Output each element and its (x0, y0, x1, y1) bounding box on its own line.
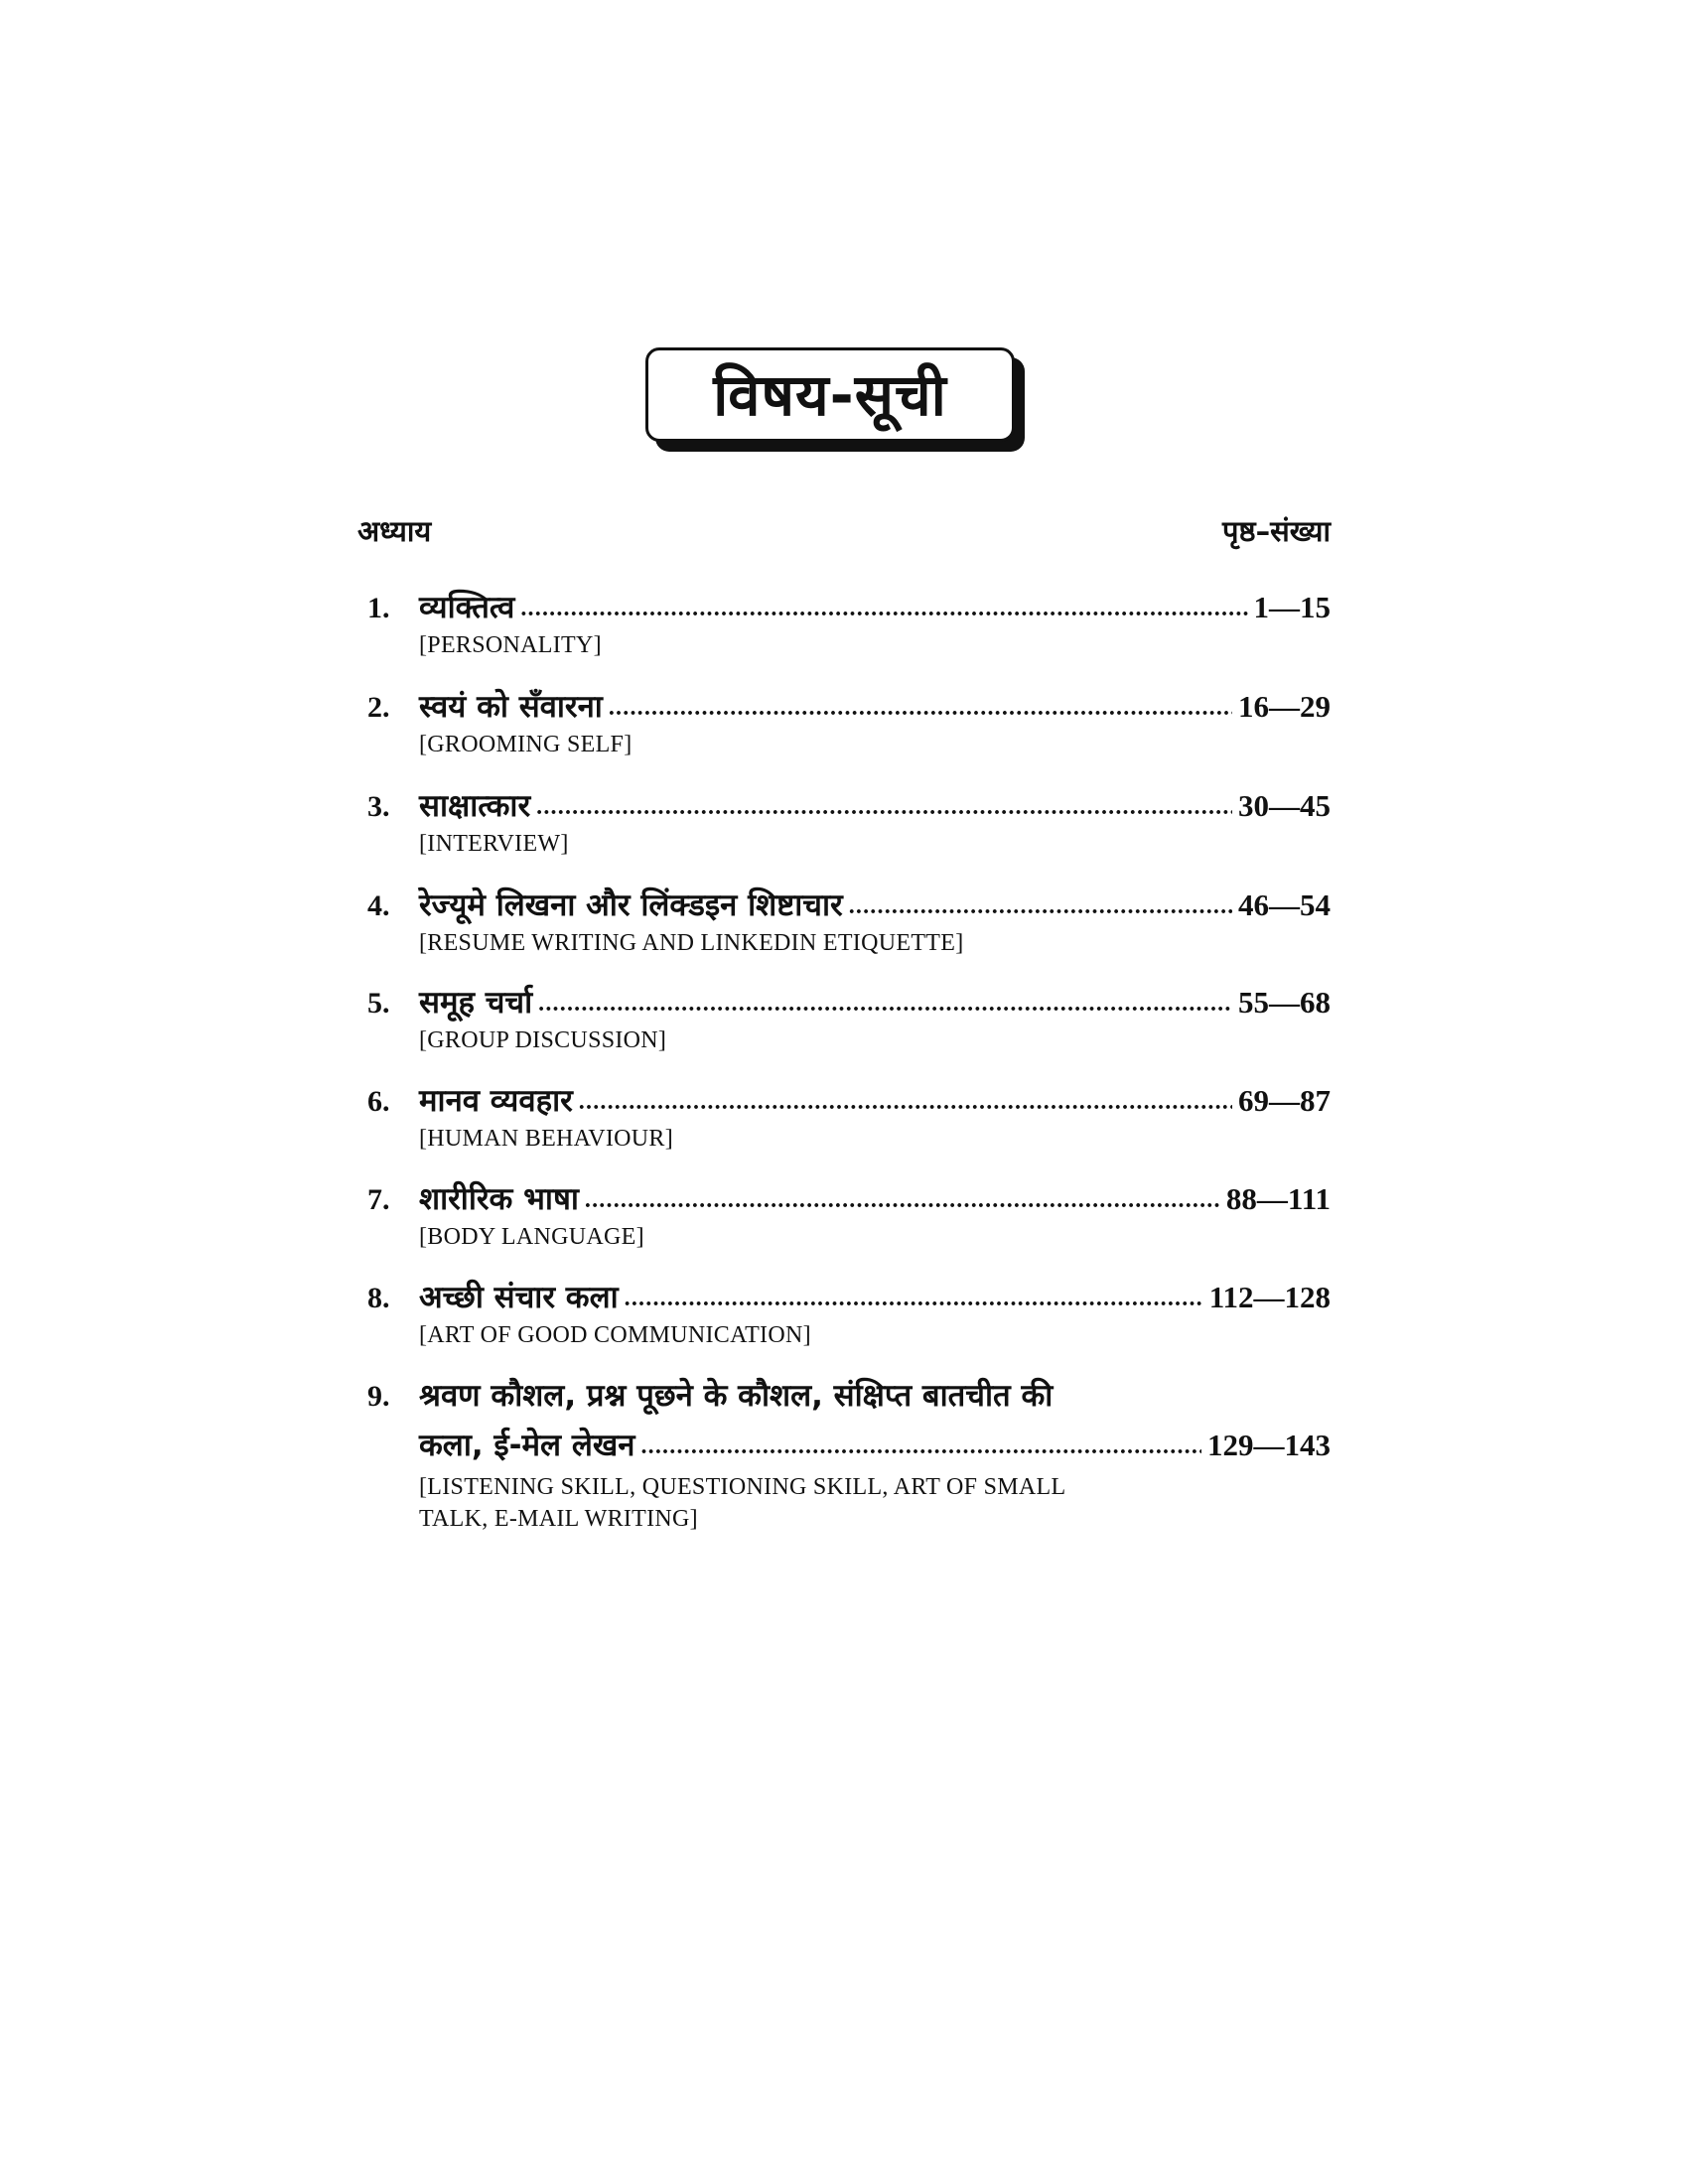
dot-leader (640, 1425, 1201, 1468)
chapter-column-header: अध्याय (357, 514, 432, 548)
page-number-column-header: पृष्ठ–संख्या (1222, 514, 1331, 548)
chapter-title-line-2: कला, ई-मेल लेखन (419, 1428, 635, 1463)
chapter-number: 6. (367, 1085, 390, 1118)
chapter-english-title: [GROUP DISCUSSION] (419, 1027, 667, 1053)
chapter-english-title-line-1: [LISTENING SKILL, QUESTIONING SKILL, ART OF SMALL (419, 1474, 1066, 1500)
chapter-number: 4. (367, 889, 390, 922)
chapter-english-title: [PERSONALITY] (419, 632, 602, 658)
page-title: विषय-सूची (713, 360, 947, 429)
title-box (645, 347, 1025, 452)
chapter-english-title: [RESUME WRITING AND LINKEDIN ETIQUETTE] (419, 930, 964, 956)
toc-entry-4[interactable] (367, 884, 1331, 959)
chapter-english-title: [GROOMING SELF] (419, 732, 633, 757)
chapter-pages: 55—68 (1238, 985, 1331, 1020)
chapter-pages: 30—45 (1238, 788, 1331, 823)
dot-leader (849, 885, 1232, 928)
chapter-pages: 69—87 (1238, 1083, 1331, 1118)
chapter-number: 2. (367, 691, 390, 724)
chapter-title: रेज्यूमे लिखना और लिंक्डइन शिष्टाचार (419, 887, 843, 923)
chapter-title: स्वयं को सँवारना (419, 689, 603, 725)
chapter-pages: 112—128 (1208, 1280, 1331, 1314)
chapter-title: व्यक्तित्व (419, 590, 515, 625)
title-box-frame (645, 347, 1015, 442)
dot-leader (579, 1080, 1232, 1124)
chapter-title: अच्छी संचार कला (419, 1280, 619, 1315)
toc-entry-8[interactable] (367, 1276, 1331, 1351)
chapter-english-title: [INTERVIEW] (419, 831, 569, 857)
chapter-number: 3. (367, 790, 390, 823)
toc-entry-6[interactable] (367, 1079, 1331, 1155)
chapter-title: समूह चर्चा (419, 985, 533, 1021)
toc-entry-3[interactable] (367, 784, 1331, 860)
dot-leader (538, 982, 1232, 1025)
chapter-pages: 16—29 (1238, 689, 1331, 724)
chapter-pages: 88—111 (1225, 1181, 1331, 1216)
chapter-pages: 1—15 (1253, 590, 1331, 624)
chapter-title: शारीरिक भाषा (419, 1181, 579, 1217)
chapter-english-title: [ART OF GOOD COMMUNICATION] (419, 1322, 811, 1348)
toc-entry-2[interactable] (367, 685, 1331, 760)
chapter-pages: 129—143 (1207, 1428, 1331, 1462)
chapter-number: 7. (367, 1183, 390, 1216)
dot-leader (609, 686, 1232, 730)
chapter-title: साक्षात्कार (419, 788, 531, 824)
toc-entry-9[interactable] (367, 1374, 1331, 1535)
dot-leader (585, 1178, 1220, 1222)
chapter-title-line-1: श्रवण कौशल, प्रश्न पूछने के कौशल, संक्षिप्त बातचीत की (419, 1378, 1054, 1414)
dot-leader (520, 587, 1247, 630)
dot-leader (625, 1277, 1203, 1320)
chapter-pages: 46—54 (1238, 887, 1331, 922)
chapter-title: मानव व्यवहार (419, 1083, 573, 1119)
chapter-english-title: [HUMAN BEHAVIOUR] (419, 1126, 673, 1152)
toc-entry-7[interactable] (367, 1177, 1331, 1253)
dot-leader (536, 785, 1232, 829)
chapter-number: 8. (367, 1282, 390, 1314)
chapter-english-title: [BODY LANGUAGE] (419, 1224, 644, 1250)
chapter-number: 1. (367, 592, 390, 624)
chapter-english-title-line-2: TALK, E-MAIL WRITING] (419, 1506, 698, 1532)
toc-entry-1[interactable] (367, 586, 1331, 661)
chapter-number: 5. (367, 987, 390, 1020)
chapter-number: 9. (367, 1380, 390, 1413)
toc-entry-5[interactable] (367, 981, 1331, 1056)
